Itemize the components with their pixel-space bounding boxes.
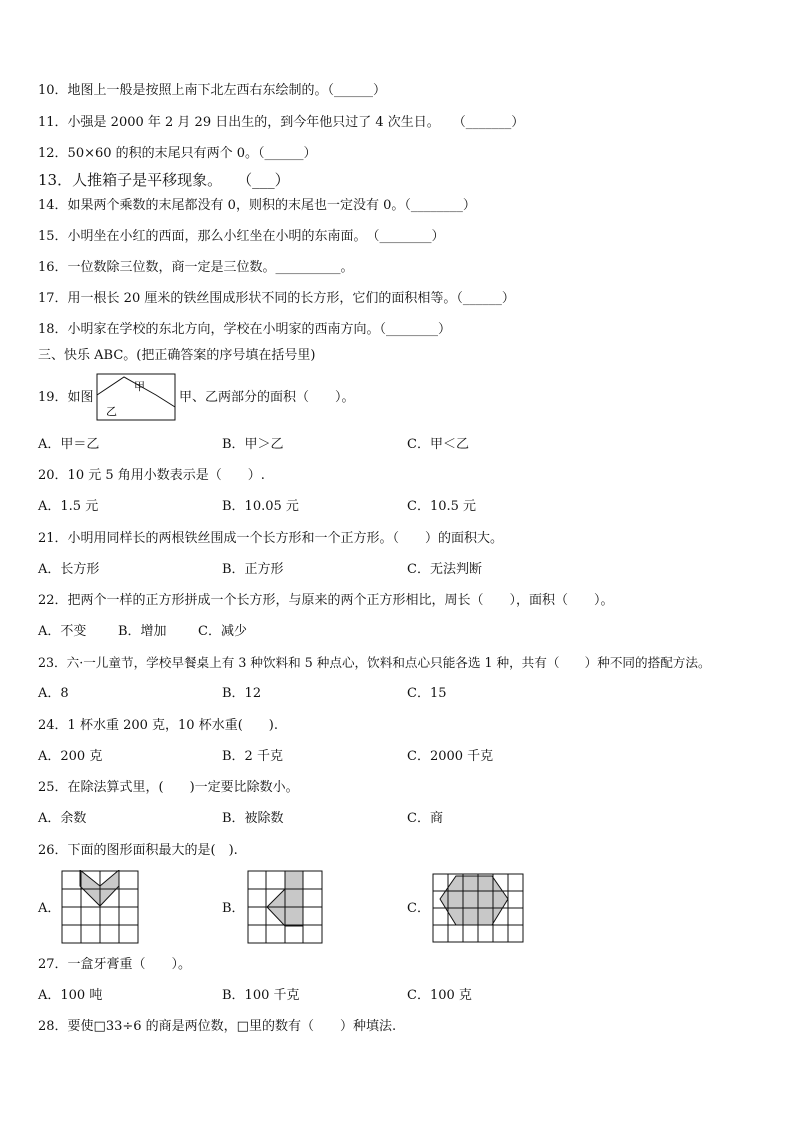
q26-option-a[interactable]: A．	[38, 901, 61, 916]
q19-option-a[interactable]: A．甲＝乙	[38, 437, 100, 452]
q24-option-a[interactable]: A．200 克	[38, 749, 103, 764]
question-18: 18．小明家在学校的东北方向，学校在小明家的西南方向。（________）	[38, 322, 452, 337]
question-14: 14．如果两个乘数的末尾都没有 0，则积的末尾也一定没有 0。（________）	[38, 198, 476, 213]
q27-option-a[interactable]: A．100 吨	[38, 988, 103, 1003]
q23-option-b[interactable]: B．12	[222, 686, 262, 701]
q19-option-b[interactable]: B．甲＞乙	[222, 437, 284, 452]
question-20: 20．10 元 5 角用小数表示是（ ）.	[38, 468, 265, 483]
q23-option-a[interactable]: A．8	[38, 686, 69, 701]
question-17: 17．用一根长 20 厘米的铁丝围成形状不同的长方形，它们的面积相等。（______）	[38, 291, 515, 306]
figure-19-label-yi: 乙	[106, 405, 117, 418]
question-11: 11．小强是 2000 年 2 月 29 日出生的，到今年他只过了 4 次生日。 （_______）	[38, 115, 525, 130]
question-10: 10．地图上一般是按照上南下北左西右东绘制的。（______）	[38, 83, 387, 98]
q24-option-c[interactable]: C．2000 千克	[407, 749, 494, 764]
question-24: 24．1 杯水重 200 克，10 杯水重( ).	[38, 718, 278, 733]
q22-option-a[interactable]: A．不变	[38, 624, 87, 639]
question-13: 13．人推箱子是平移现象。 （___）	[38, 171, 290, 189]
question-23: 23．六·一儿童节，学校早餐桌上有 3 种饮料和 5 种点心，饮料和点心只能各选 1 种，共有（ ）种不同的搭配方法。	[38, 655, 711, 670]
question-21: 21．小明用同样长的两根铁丝围成一个长方形和一个正方形。（ ）的面积大。	[38, 531, 504, 546]
q27-option-c[interactable]: C．100 克	[407, 988, 472, 1003]
q25-option-b[interactable]: B．被除数	[222, 811, 284, 826]
q20-option-a[interactable]: A．1.5 元	[38, 499, 99, 514]
q25-option-c[interactable]: C．商	[407, 811, 443, 826]
question-22: 22．把两个一样的正方形拼成一个长方形，与原来的两个正方形相比，周长（ ），面积（ ）。	[38, 593, 614, 608]
q19-option-c[interactable]: C．甲＜乙	[407, 437, 469, 452]
q21-option-b[interactable]: B．正方形	[222, 562, 284, 577]
section-3-heading: 三、快乐 ABC。(把正确答案的序号填在括号里)	[38, 348, 316, 363]
q24-option-b[interactable]: B．2 千克	[222, 749, 283, 764]
q20-option-b[interactable]: B．10.05 元	[222, 499, 299, 514]
q26-figure-a	[61, 870, 139, 944]
question-28: 28．要使□33÷6 的商是两位数，□里的数有（ ）种填法.	[38, 1019, 397, 1034]
q26-option-b[interactable]: B．	[222, 901, 245, 916]
figure-19-rectangle	[96, 373, 178, 423]
q22-option-b[interactable]: B．增加	[118, 624, 167, 639]
figure-19-label-jia: 甲	[134, 380, 145, 393]
q22-option-c[interactable]: C．减少	[198, 624, 247, 639]
q25-option-a[interactable]: A．余数	[38, 811, 87, 826]
question-19-suffix: 甲、乙两部分的面积（ ）。	[179, 390, 355, 405]
q21-option-c[interactable]: C．无法判断	[407, 562, 482, 577]
q27-option-b[interactable]: B．100 千克	[222, 988, 300, 1003]
q26-figure-c	[432, 873, 524, 943]
q26-option-c[interactable]: C．	[407, 901, 430, 916]
question-25: 25．在除法算式里，( )一定要比除数小。	[38, 780, 299, 795]
question-26: 26．下面的图形面积最大的是( ).	[38, 843, 238, 858]
q23-option-c[interactable]: C．15	[407, 686, 447, 701]
q20-option-c[interactable]: C．10.5 元	[407, 499, 477, 514]
q26-figure-b	[247, 870, 323, 944]
q21-option-a[interactable]: A．长方形	[38, 562, 100, 577]
question-12: 12．50×60 的积的末尾只有两个 0。（______）	[38, 146, 317, 161]
question-27: 27．一盒牙膏重（ ）。	[38, 957, 192, 972]
question-16: 16．一位数除三位数，商一定是三位数。__________。	[38, 260, 354, 275]
question-15: 15．小明坐在小红的西面，那么小红坐在小明的东南面。 （________）	[38, 229, 445, 244]
question-19-prefix: 19．如图	[38, 390, 94, 405]
